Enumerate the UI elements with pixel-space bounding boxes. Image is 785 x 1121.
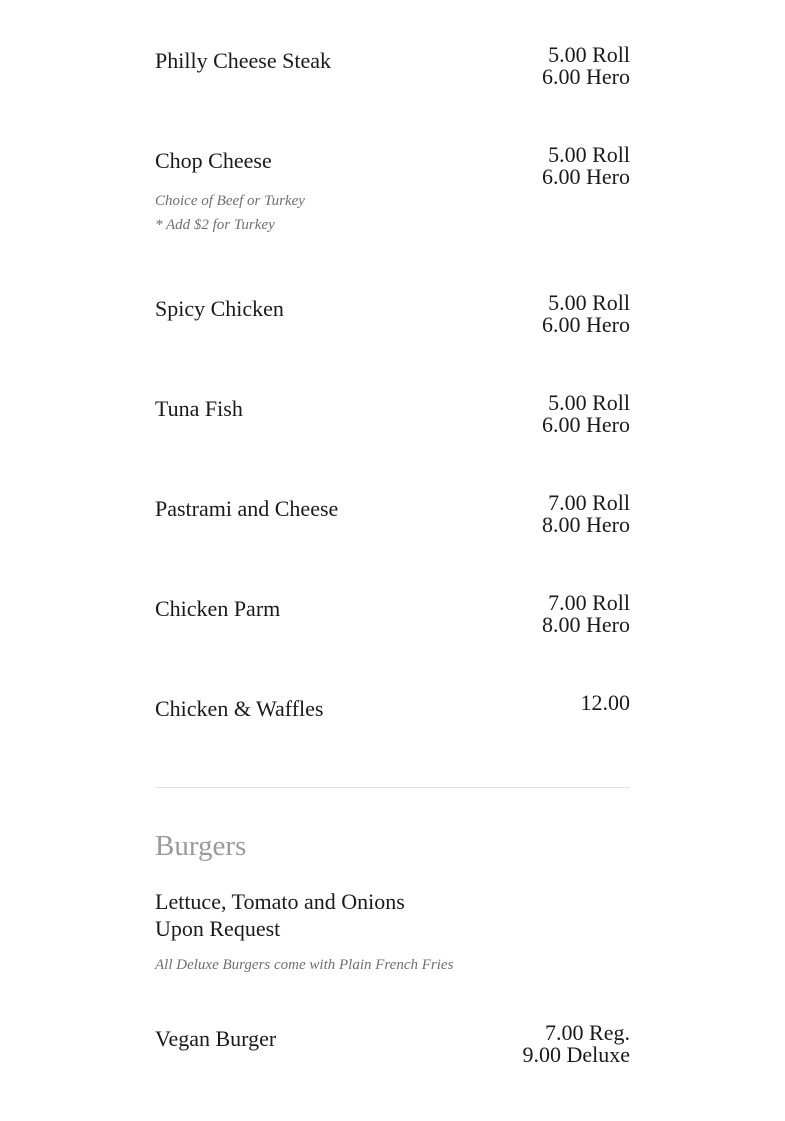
price-roll: 5.00 Roll [548, 42, 630, 67]
price-hero: 6.00 Hero [542, 312, 630, 337]
price-deluxe: 9.00 Deluxe [522, 1042, 630, 1067]
price-regular: 7.00 Reg. [545, 1020, 630, 1045]
price-roll: 5.00 Roll [548, 290, 630, 315]
item-note: Choice of Beef or Turkey [155, 193, 305, 209]
item-prices [542, 292, 630, 336]
price-roll: 5.00 Roll [548, 390, 630, 415]
price-hero: 6.00 Hero [542, 412, 630, 437]
price-single: 12.00 [580, 690, 630, 715]
item-name: Chicken Parm [155, 596, 281, 621]
item-prices [542, 44, 630, 88]
price-roll: 7.00 Roll [548, 490, 630, 515]
price-roll: 5.00 Roll [548, 142, 630, 167]
price-hero: 8.00 Hero [542, 512, 630, 537]
item-prices [542, 144, 630, 188]
subtitle-line: Upon Request [155, 916, 281, 941]
item-prices [542, 592, 630, 636]
item-prices [522, 1022, 630, 1066]
price-hero: 6.00 Hero [542, 64, 630, 89]
section-subtitle [155, 888, 405, 942]
item-prices [581, 692, 631, 714]
item-name: Philly Cheese Steak [155, 48, 331, 73]
section-note: All Deluxe Burgers come with Plain French Fries [155, 957, 454, 973]
item-name: Tuna Fish [155, 396, 243, 421]
price-roll: 7.00 Roll [548, 590, 630, 615]
item-prices [542, 392, 630, 436]
item-name: Pastrami and Cheese [155, 496, 339, 521]
item-notes [155, 189, 305, 237]
item-note: * Add $2 for Turkey [155, 217, 275, 233]
section-divider [155, 787, 630, 788]
item-name: Vegan Burger [155, 1026, 277, 1051]
price-hero: 6.00 Hero [542, 164, 630, 189]
subtitle-line: Lettuce, Tomato and Onions [155, 889, 405, 914]
price-hero: 8.00 Hero [542, 612, 630, 637]
item-name: Chop Cheese [155, 148, 272, 173]
section-title-burgers: Burgers [155, 830, 247, 862]
item-name: Chicken & Waffles [155, 696, 324, 721]
item-prices [542, 492, 630, 536]
item-name: Spicy Chicken [155, 296, 284, 321]
